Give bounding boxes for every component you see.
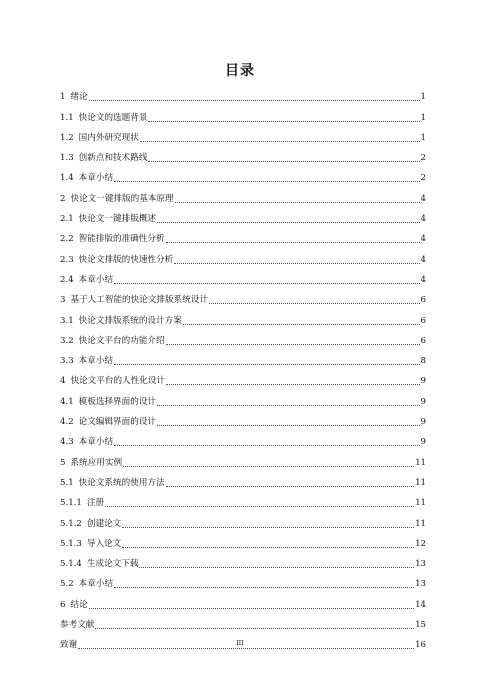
toc-entry-number: 3.1	[60, 315, 74, 326]
toc-dot-leader	[157, 424, 420, 426]
toc-entry-label: 生成论文下载	[86, 559, 139, 570]
toc-entry[interactable]	[60, 164, 426, 184]
toc-entry-page-number: 4	[420, 274, 426, 285]
toc-entry-number: 2.1	[60, 214, 74, 225]
toc-entry-page-number: 13	[415, 579, 426, 590]
toc-entry-page-number: 9	[420, 376, 426, 387]
toc-entry-number: 3.2	[60, 335, 74, 346]
toc-entry-label: 本章小结	[78, 437, 114, 448]
toc-entry[interactable]	[60, 448, 426, 468]
toc-entry-page-number: 4	[420, 214, 426, 225]
toc-entry-number: 5	[60, 457, 66, 468]
toc-dot-leader	[183, 323, 420, 325]
toc-entry-page-number: 1	[420, 112, 426, 123]
toc-dot-leader	[123, 465, 414, 467]
toc-dot-leader	[122, 526, 414, 528]
toc-entry[interactable]	[60, 550, 426, 570]
toc-entry[interactable]	[60, 428, 426, 448]
toc-entry-page-number: 11	[415, 457, 426, 468]
toc-entry-label: 国内外研究现状	[78, 132, 139, 143]
toc-entry[interactable]	[60, 590, 426, 610]
toc-entry[interactable]	[60, 469, 426, 489]
toc-entry-number: 4	[60, 376, 66, 387]
toc-dot-leader	[122, 546, 414, 548]
toc-entry-page-number: 6	[420, 295, 426, 306]
toc-entry[interactable]	[60, 611, 426, 631]
toc-entry[interactable]	[60, 83, 426, 103]
toc-dot-leader	[114, 363, 419, 365]
toc-entry-page-number: 8	[420, 356, 426, 367]
toc-entry[interactable]	[60, 327, 426, 347]
toc-entry-page-number: 2	[420, 153, 426, 164]
toc-dot-leader	[157, 404, 420, 406]
toc-dot-leader	[157, 221, 420, 223]
toc-entry[interactable]	[60, 489, 426, 509]
toc-dot-leader	[166, 485, 414, 487]
toc-entry[interactable]	[60, 184, 426, 204]
toc-entry-number: 1.4	[60, 173, 74, 184]
toc-entry[interactable]	[60, 205, 426, 225]
toc-entry-number: 2.2	[60, 234, 74, 245]
toc-entry[interactable]	[60, 266, 426, 286]
toc-entry-label: 快论文排版的快速性分析	[78, 254, 174, 265]
toc-entry-label: 快论文排版系统的设计方案	[78, 315, 182, 326]
toc-entry-label: 快论文一键排版的基本原理	[70, 193, 174, 204]
toc-entry-number: 4.1	[60, 396, 74, 407]
toc-entry-page-number: 4	[420, 234, 426, 245]
toc-entry-page-number: 9	[420, 437, 426, 448]
toc-dot-leader	[114, 586, 414, 588]
toc-entry-number: 5.1	[60, 477, 74, 488]
toc-entry-page-number: 15	[415, 620, 426, 631]
toc-entry-number: 1.1	[60, 112, 74, 123]
toc-entry-label: 本章小结	[78, 173, 114, 184]
toc-entry-label: 模板选择界面的设计	[78, 396, 157, 407]
toc-entry-label: 本章小结	[78, 579, 114, 590]
toc-entry[interactable]	[60, 367, 426, 387]
toc-entry[interactable]	[60, 245, 426, 265]
toc-entry-page-number: 11	[415, 498, 426, 509]
toc-entry-label: 导入论文	[86, 538, 122, 549]
toc-entry-number: 2	[60, 193, 66, 204]
toc-entry[interactable]	[60, 530, 426, 550]
toc-entry-number: 5.2	[60, 579, 74, 590]
toc-title: 目录	[225, 63, 255, 79]
toc-entry-page-number: 12	[415, 538, 426, 549]
toc-dot-leader	[89, 99, 420, 101]
toc-dot-leader	[175, 201, 420, 203]
toc-dot-leader	[114, 180, 419, 182]
toc-entry-page-number: 9	[420, 396, 426, 407]
toc-entry-page-number: 4	[420, 254, 426, 265]
toc-dot-leader	[139, 566, 414, 568]
toc-dot-leader	[209, 302, 420, 304]
toc-entry-label: 创建论文	[86, 518, 122, 529]
toc-entry-label: 结论	[70, 599, 88, 610]
toc-entry-label: 本章小结	[78, 274, 114, 285]
toc-entry[interactable]	[60, 225, 426, 245]
toc-entry-page-number: 11	[415, 518, 426, 529]
toc-entry-number: 5.1.2	[60, 518, 82, 529]
toc-entry-number: 6	[60, 599, 66, 610]
toc-entry-number: 3.3	[60, 356, 74, 367]
toc-entry-number: 1.2	[60, 132, 74, 143]
toc-entry-number: 5.1.4	[60, 559, 82, 570]
toc-entry-label: 本章小结	[78, 356, 114, 367]
toc-entry[interactable]	[60, 387, 426, 407]
toc-entry[interactable]	[60, 103, 426, 123]
toc-entry[interactable]	[60, 144, 426, 164]
toc-entry-label: 快论文平台的功能介绍	[78, 335, 165, 346]
toc-entry-page-number: 6	[420, 335, 426, 346]
toc-entry-label: 基于人工智能的快论文排版系统设计	[70, 295, 208, 306]
toc-entry-label: 快论文系统的使用方法	[78, 477, 165, 488]
toc-entry-number: 2.3	[60, 254, 74, 265]
toc-entry-label: 创新点和技术路线	[78, 153, 148, 164]
toc-dot-leader	[166, 383, 420, 385]
toc-entry[interactable]	[60, 509, 426, 529]
toc-entry-number: 1.3	[60, 153, 74, 164]
toc-entry-label: 快论文平台的人性化设计	[70, 376, 166, 387]
toc-entry-page-number: 2	[420, 173, 426, 184]
toc-entry[interactable]	[60, 286, 426, 306]
toc-entry-number: 5.1.3	[60, 538, 82, 549]
toc-entry[interactable]	[60, 408, 426, 428]
toc-entry-label: 参考文献	[60, 620, 95, 631]
toc-entry-number: 5.1.1	[60, 498, 82, 509]
toc-entry[interactable]	[60, 124, 426, 144]
toc-dot-leader	[105, 505, 414, 507]
toc-entry-page-number: 16	[415, 640, 426, 651]
toc-dot-leader	[166, 343, 420, 345]
toc-entry-number: 1	[60, 92, 66, 103]
toc-entry-page-number: 1	[420, 92, 426, 103]
toc-entry-page-number: 6	[420, 315, 426, 326]
toc-dot-leader	[114, 444, 419, 446]
toc-dot-leader	[114, 282, 419, 284]
toc-entry-label: 注册	[86, 498, 105, 509]
toc-dot-leader	[174, 262, 419, 264]
page-number-footer: III	[236, 640, 244, 647]
toc-dot-leader	[140, 140, 420, 142]
toc-entry-label: 绪论	[70, 92, 88, 103]
toc-dot-leader	[95, 627, 414, 629]
toc-entry-page-number: 4	[420, 193, 426, 204]
toc-entry-page-number: 11	[415, 477, 426, 488]
toc-entry[interactable]	[60, 347, 426, 367]
toc-dot-leader	[148, 160, 419, 162]
toc-entry-number: 4.2	[60, 417, 74, 428]
toc-dot-leader	[89, 607, 414, 609]
toc-entry-page-number: 14	[415, 599, 426, 610]
toc-entry-number: 4.3	[60, 437, 74, 448]
toc-entry[interactable]	[60, 570, 426, 590]
toc-entry[interactable]	[60, 306, 426, 326]
toc-entry-label: 快论文一键排版概述	[78, 214, 157, 225]
toc-dot-leader	[166, 241, 420, 243]
toc-entry-page-number: 9	[420, 417, 426, 428]
toc-entry-page-number: 13	[415, 559, 426, 570]
toc-entry-label: 系统应用实例	[70, 457, 123, 468]
toc-entry-number: 2.4	[60, 274, 74, 285]
toc-entry-label: 致谢	[60, 640, 78, 651]
toc-entry-page-number: 1	[420, 132, 426, 143]
table-of-contents	[60, 83, 426, 651]
toc-entry-label: 快论文的选题背景	[78, 112, 148, 123]
toc-entry-label: 智能排版的准确性分析	[78, 234, 165, 245]
toc-dot-leader	[148, 120, 419, 122]
toc-entry-number: 3	[60, 295, 66, 306]
toc-entry-label: 论文编辑界面的设计	[78, 417, 157, 428]
